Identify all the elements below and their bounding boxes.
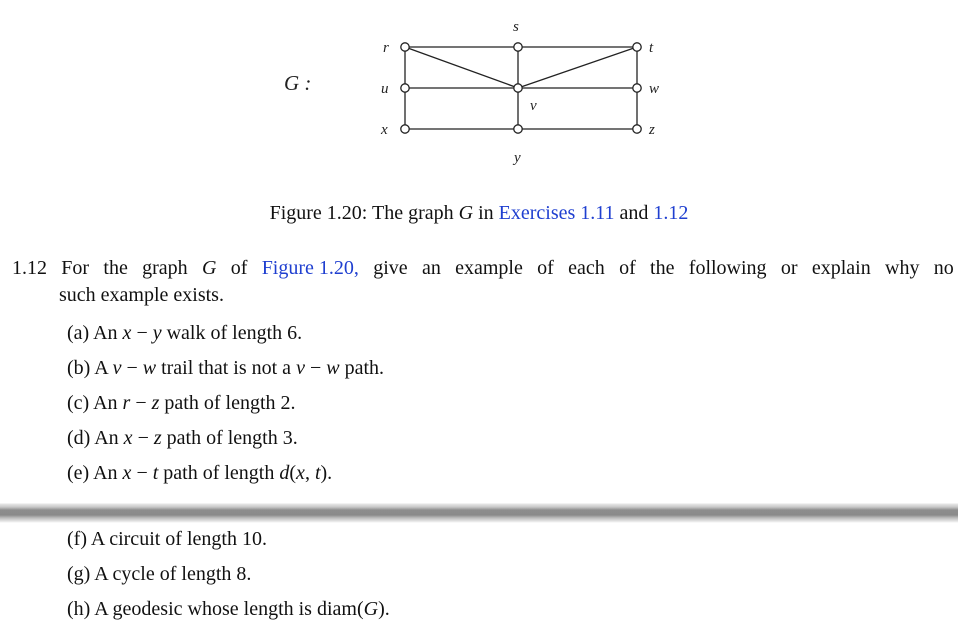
vertex-label-u: u	[381, 81, 389, 97]
item-b	[67, 351, 384, 386]
vertex-label-z: z	[649, 122, 655, 138]
item-g: (g) A cycle of length 8.	[67, 563, 252, 585]
item-b-text: trail that is not a	[156, 357, 297, 379]
item-e-end: .	[327, 462, 333, 484]
math-dash: −	[121, 357, 143, 379]
math-var: d	[279, 462, 290, 484]
math-paren: (	[289, 462, 297, 484]
item-a	[67, 316, 384, 351]
math-var: t	[152, 462, 159, 484]
math-dash: −	[131, 322, 153, 344]
problem-word: why	[885, 257, 920, 279]
problem-word: graph	[142, 257, 188, 279]
math-dash: −	[304, 357, 327, 379]
problem-graph-symbol: G	[201, 257, 217, 279]
item-h-text: (h) A geodesic whose length is diam(	[67, 598, 364, 620]
math-var: x	[122, 322, 132, 344]
item-e	[67, 456, 384, 491]
item-c	[67, 386, 384, 421]
math-var: r	[122, 392, 131, 414]
caption-graph-symbol: G	[458, 202, 474, 224]
item-a-text: walk of length 6.	[161, 322, 303, 344]
problem-word: explain	[811, 257, 871, 279]
problem-line-1	[12, 255, 954, 282]
item-list-page-2	[67, 522, 390, 627]
item-d-label: (d) An	[67, 427, 124, 449]
item-f: (f) A circuit of length 10.	[67, 528, 267, 550]
figure-caption	[0, 202, 958, 225]
item-d	[67, 421, 384, 456]
item-e-label: (e) An	[67, 462, 123, 484]
math-var: y	[152, 322, 162, 344]
vertex-label-y: y	[514, 150, 521, 166]
problem-word: of	[619, 257, 636, 279]
problem-word: no	[933, 257, 954, 279]
problem-word: the	[103, 257, 128, 279]
problem-word: an	[421, 257, 441, 279]
item-h-end: ).	[378, 598, 390, 620]
item-list-page-1	[67, 316, 384, 491]
math-dash: −	[131, 462, 153, 484]
problem-word: For	[61, 257, 90, 279]
vertex-v	[514, 84, 522, 92]
math-var: x	[122, 462, 132, 484]
item-e-text: path of length	[158, 462, 280, 484]
item-a-label: (a) An	[67, 322, 123, 344]
math-var: x	[123, 427, 133, 449]
problem-word: or	[780, 257, 798, 279]
caption-and: and	[614, 202, 654, 224]
problem-line-2: such example exists.	[59, 284, 224, 306]
vertex-w	[633, 84, 641, 92]
math-var: v	[296, 357, 305, 379]
vertex-r	[401, 43, 409, 51]
math-var: z	[151, 392, 160, 414]
vertex-label-v: v	[530, 98, 537, 114]
math-var: z	[153, 427, 162, 449]
problem-number: 1.12	[12, 257, 47, 279]
graph-diagram	[0, 0, 958, 190]
problem-word: example	[455, 257, 523, 279]
problem-word: each	[568, 257, 605, 279]
page-separator	[0, 495, 958, 523]
math-var: G	[363, 598, 379, 620]
vertex-label-s: s	[513, 19, 519, 35]
vertex-z	[633, 125, 641, 133]
caption-mid: in	[473, 202, 499, 224]
item-h	[67, 592, 390, 627]
problem-word: the	[650, 257, 675, 279]
math-var: x	[296, 462, 305, 484]
item-b-text-end: path.	[339, 357, 385, 379]
vertex-label-r: r	[383, 40, 389, 56]
graph-name-label: G :	[284, 71, 312, 95]
vertex-y	[514, 125, 522, 133]
figure-link[interactable]: Figure 1.20,	[261, 257, 359, 279]
vertex-label-t: t	[649, 40, 654, 56]
edge-r-v	[405, 47, 518, 88]
math-paren: )	[320, 462, 328, 484]
problem-word: of	[537, 257, 554, 279]
math-comma: ,	[304, 462, 315, 484]
problem-word: of	[230, 257, 248, 279]
math-var: w	[326, 357, 340, 379]
vertex-label-x: x	[381, 122, 388, 138]
problem-statement	[12, 255, 954, 309]
item-d-text: path of length 3.	[161, 427, 298, 449]
vertex-t	[633, 43, 641, 51]
math-dash: −	[130, 392, 152, 414]
problem-word: give	[373, 257, 408, 279]
vertex-label-w: w	[649, 81, 660, 97]
graph-figure	[0, 0, 958, 190]
vertex-s	[514, 43, 522, 51]
exercises-link[interactable]: Exercises 1.11	[498, 202, 615, 224]
math-var: v	[112, 357, 122, 379]
caption-prefix: Figure 1.20: The graph	[269, 202, 459, 224]
math-var: w	[142, 357, 157, 379]
item-c-text: path of length 2.	[159, 392, 296, 414]
item-c-label: (c) An	[67, 392, 123, 414]
edge-v-t	[518, 47, 637, 88]
math-dash: −	[132, 427, 154, 449]
item-b-label: (b) A	[67, 357, 113, 379]
vertex-x	[401, 125, 409, 133]
exercise-1-12-link[interactable]: 1.12	[653, 202, 689, 224]
vertex-u	[401, 84, 409, 92]
math-var: t	[314, 462, 321, 484]
problem-word: following	[688, 257, 767, 279]
